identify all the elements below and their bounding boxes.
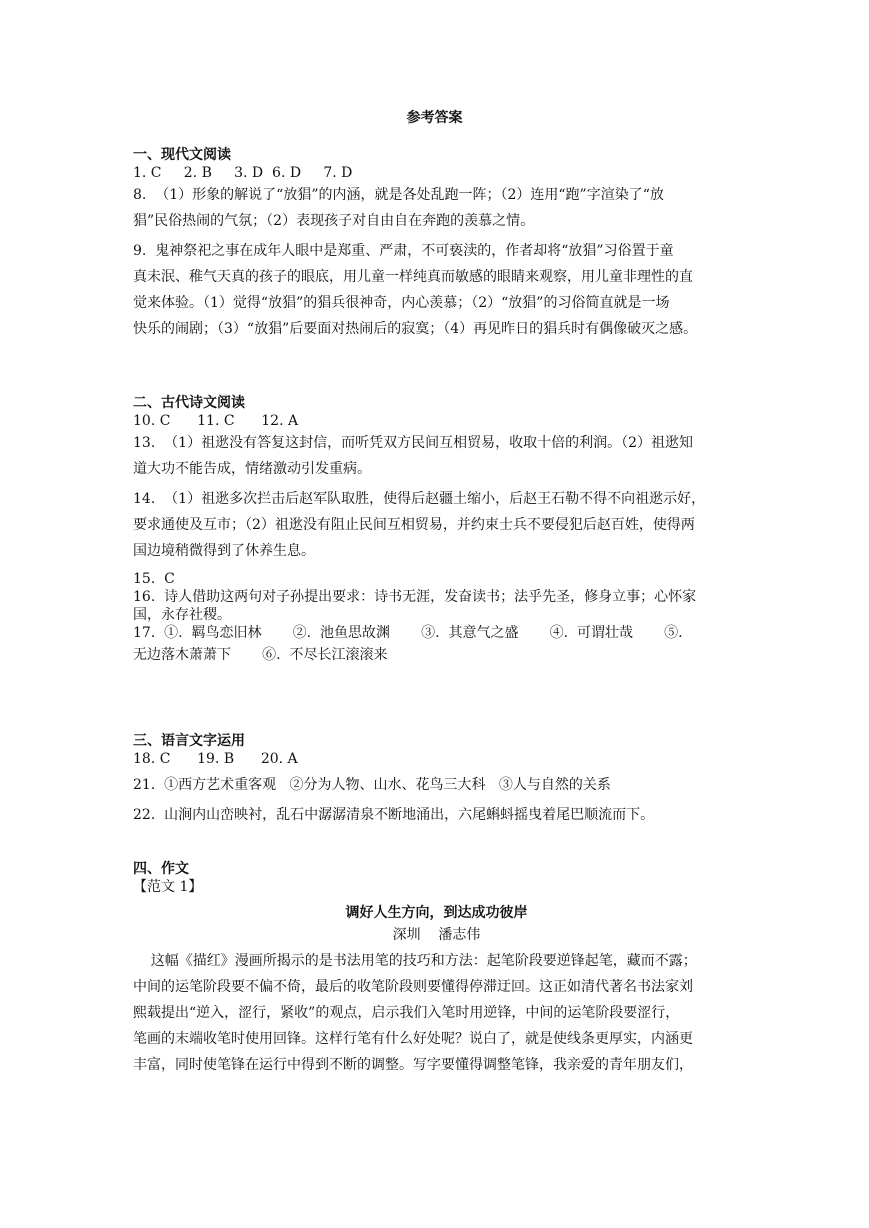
section-classical-reading <box>133 394 740 668</box>
answer-line: 15. C <box>133 571 175 587</box>
answer-line: 国边境稍微得到了休养生息。 <box>133 543 315 559</box>
answer-line: 13. （1）祖逖没有答复这封信，而听凭双方民间互相贸易，收取十倍的利润。（2）祖逖知 <box>133 435 693 451</box>
section-modern-reading <box>133 146 740 342</box>
answer-line: 猖”民俗热闹的气氛；（2）表现孩子对自由自在奔跑的羡慕之情。 <box>133 213 535 229</box>
answer-line: 22. 山涧内山峦映衬，乱石中潺潺清泉不断地涌出，六尾蝌蚪摇曳着尾巴顺流而下。 <box>133 807 655 823</box>
mc-answers: 1. C 2. B 3. D 6. D 7. D <box>133 165 353 181</box>
essay-line: 中间的运笔阶段要不偏不倚，最后的收笔阶段则要懂得停滞迂回。这正如清代著名书法家刘 <box>133 979 693 995</box>
answer-line: 道大功不能告成，情绪激动引发重病。 <box>133 461 371 477</box>
essay-author: 深圳 潘志伟 <box>392 927 481 943</box>
answer-line: 快乐的闹剧；（3）“放猖”后要面对热闹后的寂寞；（4）再见昨日的猖兵时有偶像破灭之感。 <box>133 321 698 337</box>
answer-line: 要求通使及互市；（2）祖逖没有阻止民间互相贸易，并约束士兵不要侵犯后赵百姓，使得两 <box>133 517 695 533</box>
answer-line: 16. 诗人借助这两句对子孙提出要求：诗书无涯，发奋读书；法乎先圣，修身立事；心怀家 <box>133 589 697 605</box>
answer-line: 觉来体验。（1）觉得“放猖”的猖兵很神奇，内心羡慕；（2）“放猖”的习俗简直就是一场 <box>133 295 670 311</box>
sample-label: 【范文 1】 <box>133 879 203 895</box>
answer-line: 国，永存社稷。 <box>133 607 231 623</box>
mc-answers: 18. C 19. B 20. A <box>133 751 298 767</box>
page-title: 参考答案 <box>406 110 463 126</box>
essay-line: 笔画的末端收笔时使用回锋。这样行笔有什么好处呢？说白了，就是使线条更厚实，内涵更 <box>133 1031 693 1047</box>
section-composition <box>133 860 740 1078</box>
answer-line: 8. （1）形象的解说了“放猖”的内涵，就是各处乱跑一阵；（2）连用“跑”字渲染了“放 <box>133 187 664 203</box>
answer-line: 真未泯、稚气天真的孩子的眼底，用儿童一样纯真而敏感的眼睛来观察，用儿童非理性的直 <box>133 269 693 285</box>
section-heading: 一、现代文阅读 <box>133 147 231 163</box>
answer-line: 17. ①. 羁鸟恋旧林 ②. 池鱼思故渊 ③. 其意气之盛 ④. 可谓壮哉 ⑤. <box>133 625 683 641</box>
answer-line: 21. ①西方艺术重客观 ②分为人物、山水、花鸟三大科 ③人与自然的关系 <box>133 777 611 793</box>
section-heading: 三、语言文字运用 <box>133 733 245 749</box>
section-language-use <box>133 732 740 828</box>
section-heading: 四、作文 <box>133 861 189 877</box>
essay-line: 丰富，同时使笔锋在运行中得到不断的调整。写字要懂得调整笔锋，我亲爱的青年朋友们， <box>133 1057 693 1073</box>
mc-answers: 10. C 11. C 12. A <box>133 413 299 429</box>
answer-line: 14. （1）祖逖多次拦击后赵军队取胜，使得后赵疆土缩小，后赵王石勒不得不向祖逖示好， <box>133 491 706 507</box>
answer-line: 无边落木萧萧下 ⑥. 不尽长江滚滚来 <box>133 647 388 663</box>
section-heading: 二、古代诗文阅读 <box>133 395 245 411</box>
answer-line: 9. 鬼神祭祀之事在成年人眼中是郑重、严肃，不可亵渎的，作者却将“放猖”习俗置于童 <box>133 243 674 259</box>
essay-title: 调好人生方向，到达成功彼岸 <box>345 905 528 921</box>
essay-line: 熙载提出“逆入，涩行，紧收”的观点，启示我们入笔时用逆锋，中间的运笔阶段要涩行， <box>133 1005 680 1021</box>
essay-line: 这幅《描红》漫画所揭示的是书法用笔的技巧和方法：起笔阶段要逆锋起笔，藏而不露； <box>133 953 697 969</box>
